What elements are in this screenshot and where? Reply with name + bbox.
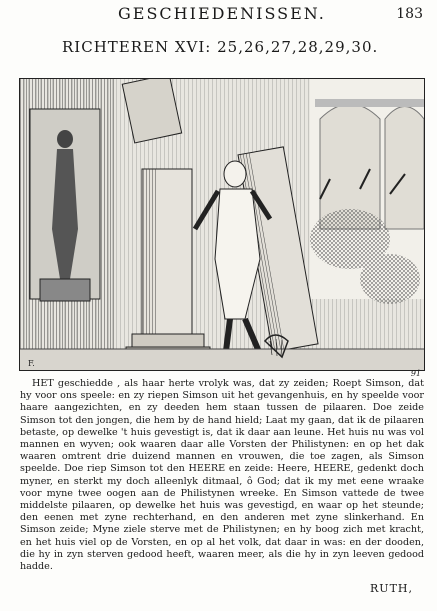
running-title: GESCHIEDENISSEN. <box>118 4 326 23</box>
engraving-illustration <box>19 78 425 371</box>
narrative-text <box>20 378 424 573</box>
page-number: 183 <box>396 6 423 22</box>
body-paragraph: HET geschiedde , als haar herte vrolyk was, dat zy zeiden; Roept Simson, dat hy voor ons speele: en zy riepen Simson uit het gevangenhuis, en hy speelde voor haare aangezichten, en zy deeden hem staan tussen de pilaaren. Doe zeide Simson tot den jongen, die hem by de hand hield; Laat my gaan, dat ik de pilaaren betaste, op dewelke 't huis gevestigt is, dat ik daar aan leune. Het huis nu was vol mannen en wyven; ook waaren daar alle Vorsten der Philistynen: en op het dak waaren omtrent drie duizend mannen en vrouwen, die toe zagen, als Simson speelde. Doe riep Simson tot den HEERE en zeide: Heere, HEERE, gedenkt doch myner, en sterkt my doch alleenlyk ditmaal, ô God; dat ik my met eene wraake voor myne twee oogen aan de Philistynen wreeke. En Simson vattede de twee middelste pilaaren, op dewelke het huis was gevestigd, en waar op het steunde; den eenen met zyne rechterhand, en den anderen met zyne slinkerhand. En Simson zeide; Myne ziele sterve met de Philistynen; en hy boog zich met kracht, en het huis viel op de Vorsten, en op al het volk, dat daar in was: en der dooden, die hy in zyn sterven gedood heeft, waaren meer, als die hy in zyn leeven gedood hadde. <box>20 378 424 573</box>
scripture-reference: RICHTEREN XVI: 25,26,27,28,29,30. <box>62 38 379 56</box>
catchword: RUTH, <box>370 582 413 595</box>
svg-text:F.: F. <box>28 359 35 368</box>
plate-number: 91 <box>410 369 421 378</box>
